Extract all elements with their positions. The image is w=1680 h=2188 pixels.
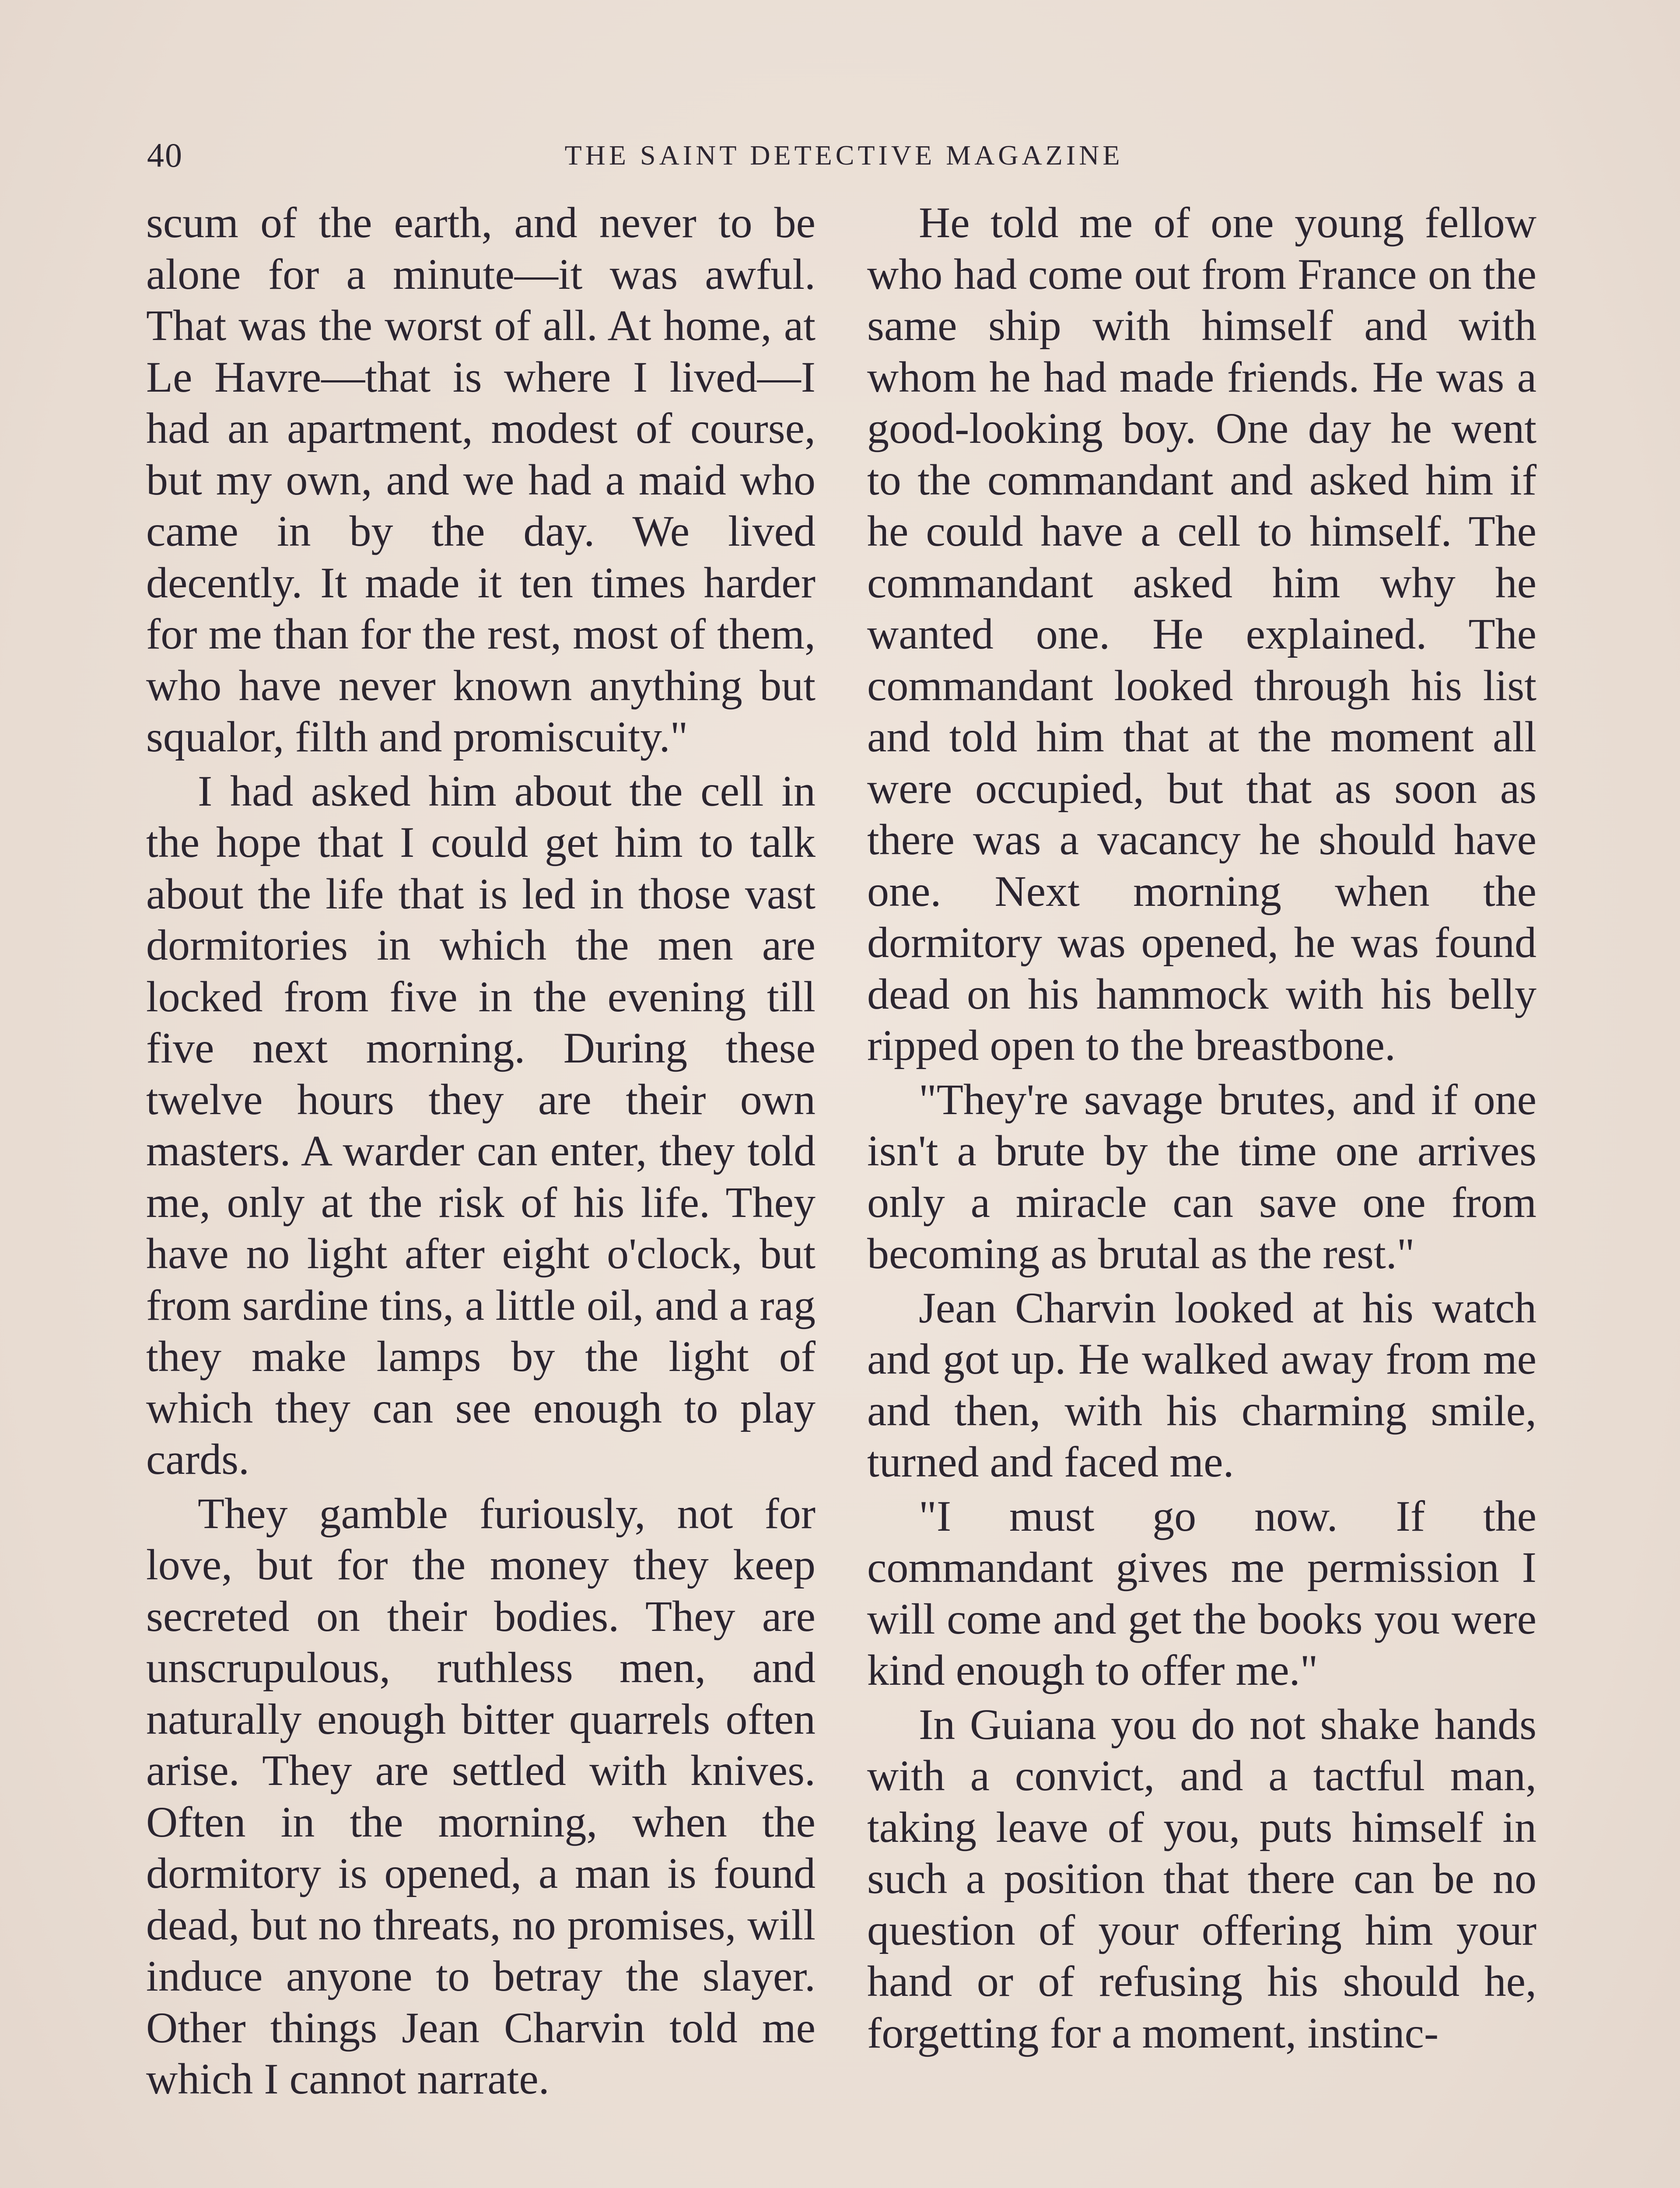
paragraph: scum of the earth, and never to be alone for a minute—it was awful. That was the worst of all. At home, at Le Havre—that is where I lived—I had an apartment, modest of course, but my own, and we had a maid who came in by the day. We lived decently. It made it ten times harder for me than for the rest, most of them, who have never known anything but squalor, filth and promiscuity.": [146, 198, 816, 761]
text-column-left: [146, 197, 816, 2105]
paragraph: Jean Charvin looked at his watch and got up. He walked away from me and then, with his charming smile, turned and faced me.: [867, 1283, 1536, 1486]
paragraph: In Guiana you do not shake hands with a convict, and a tactful man, taking leave of you, puts himself in such a position that there can be no question of your offering him your hand or of refusing his should he, forgetting for a moment, instinc-: [867, 1700, 1536, 2057]
paragraph: I had asked him about the cell in the hope that I could get him to talk about the life that is led in those vast dormitories in which the men are locked from five in the evening till five next morning. During these twelve hours they are their own masters. A warder can enter, they told me, only at the risk of his life. They have no light after eight o'clock, but from sardine tins, a little oil, and a rag they make lamps by the light of which they can see enough to play cards.: [146, 766, 816, 1483]
paragraph: "I must go now. If the commandant gives me permission I will come and get the books you were kind enough to offer me.": [867, 1491, 1536, 1694]
text-column-right: [867, 197, 1536, 2058]
paragraph: "They're savage brutes, and if one isn't a brute by the time one arrives only a miracle can save one from becoming as brutal as the rest.": [867, 1075, 1536, 1278]
page-header: [147, 131, 1541, 179]
paragraph: They gamble furiously, not for love, but for the money they keep secreted on their bodies. They are unscrupulous, ruthless men, and naturally enough bitter quarrels often arise. They are settled with knives. Often in the morning, when the dormitory is opened, a man is found dead, but no threats, no promises, will induce anyone to betray the slayer. Other things Jean Charvin told me which I cannot narrate.: [146, 1489, 816, 2103]
paragraph: He told me of one young fellow who had come out from France on the same ship with himself and with whom he had made friends. He was a good-looking boy. One day he went to the commandant and asked him if he could have a cell to himself. The commandant asked him why he wanted one. He explained. The commandant looked through his list and told him that at the moment all were occupied, but that as soon as there was a vacancy he should have one. Next morning when the dormitory was opened, he was found dead on his hammock with his belly ripped open to the breastbone.: [867, 198, 1536, 1069]
running-title: THE SAINT DETECTIVE MAGAZINE: [564, 140, 1124, 171]
page-number: 40: [147, 136, 183, 174]
